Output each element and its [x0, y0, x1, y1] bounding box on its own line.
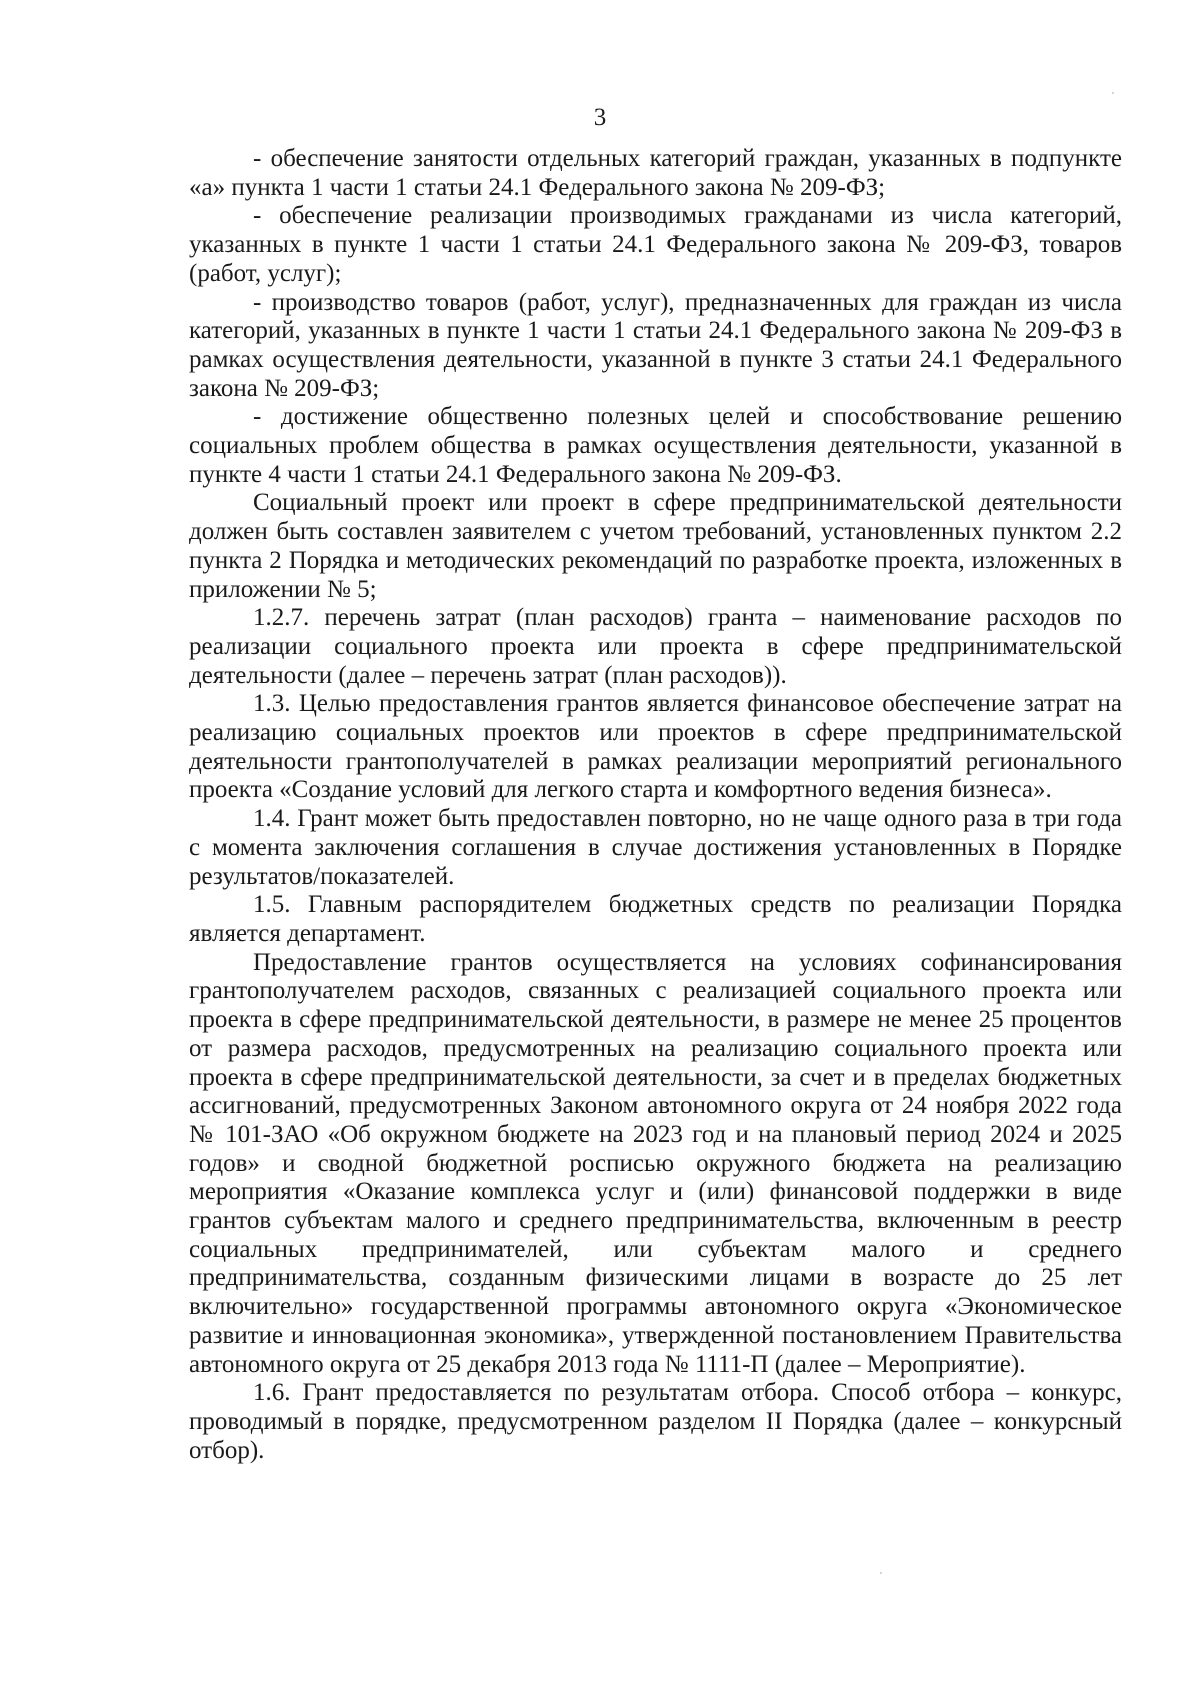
paragraph: - достижение общественно полезных целей и способствование решению социальных проблем общества в рамках осуществления деятельности, указанной в пункте 4 части 1 статьи 24.1 Федерального закона № 209-ФЗ.: [189, 403, 1122, 488]
paragraph: 1.3. Целью предоставления грантов является финансовое обеспечение затрат на реализацию социальных проектов или проектов в сфере предпринимательской деятельности грантополучателей в рамках реализации мероприятий регионального проекта «Создание условий для легкого старта и комфортного ведения бизнеса».: [189, 690, 1122, 804]
paragraph: 1.5. Главным распорядителем бюджетных средств по реализации Порядка является департамент.: [189, 891, 1122, 947]
paragraph: Предоставление грантов осуществляется на условиях софинансирования грантополучателем расходов, связанных с реализацией социального проекта или проекта в сфере предпринимательской деятельности, в размере не менее 25 процентов от размера расходов, предусмотренных на реализацию социального проекта или проекта в сфере предпринимательской деятельности, за счет и в пределах бюджетных ассигнований, предусмотренных Законом автономного округа от 24 ноября 2022 года № 101-ЗАО «Об окружном бюджете на 2023 год и на плановый период 2024 и 2025 годов» и сводной бюджетной росписью окружного бюджета на реализацию мероприятия «Оказание комплекса услуг и (или) финансовой поддержки в виде грантов субъектам малого и среднего предпринимательства, включенным в реестр социальных предпринимателей, или субъектам малого и среднего предпринимательства, созданным физическими лицами в возрасте до 25 лет включительно» государственной программы автономного округа «Экономическое развитие и инновационная экономика», утвержденной постановлением Правительства автономного округа от 25 декабря 2013 года № 1111-П (далее – Мероприятие).: [189, 948, 1122, 1378]
paragraph: - обеспечение реализации производимых гражданами из числа категорий, указанных в пункте 1 части 1 статьи 24.1 Федерального закона № 209-ФЗ, товаров (работ, услуг);: [189, 202, 1122, 287]
paragraph: 1.2.7. перечень затрат (план расходов) гранта – наименование расходов по реализации социального проекта или проекта в сфере предпринимательской деятельности (далее – перечень затрат (план расходов)).: [189, 604, 1122, 689]
scan-speck: [1112, 92, 1114, 94]
paragraph: 1.6. Грант предоставляется по результатам отбора. Способ отбора – конкурс, проводимый в порядке, предусмотренном разделом II Порядка (далее – конкурсный отбор).: [189, 1379, 1122, 1464]
paragraph: Социальный проект или проект в сфере предпринимательской деятельности должен быть составлен заявителем с учетом требований, установленных пунктом 2.2 пункта 2 Порядка и методических рекомендаций по разработке проекта, изложенных в приложении № 5;: [189, 489, 1122, 603]
page-number: 3: [593, 104, 607, 131]
document-body: [189, 145, 1122, 1465]
scan-speck: [880, 1572, 882, 1574]
paragraph: - обеспечение занятости отдельных категорий граждан, указанных в подпункте «а» пункта 1 части 1 статьи 24.1 Федерального закона № 209-ФЗ;: [189, 145, 1122, 201]
paragraph: - производство товаров (работ, услуг), предназначенных для граждан из числа категорий, указанных в пункте 1 части 1 статьи 24.1 Федерального закона № 209-ФЗ в рамках осуществления деятельности, указанной в пункте 3 статьи 24.1 Федерального закона № 209-ФЗ;: [189, 288, 1122, 402]
paragraph: 1.4. Грант может быть предоставлен повторно, но не чаще одного раза в три года с момента заключения соглашения в случае достижения установленных в Порядке результатов/показателей.: [189, 805, 1122, 890]
